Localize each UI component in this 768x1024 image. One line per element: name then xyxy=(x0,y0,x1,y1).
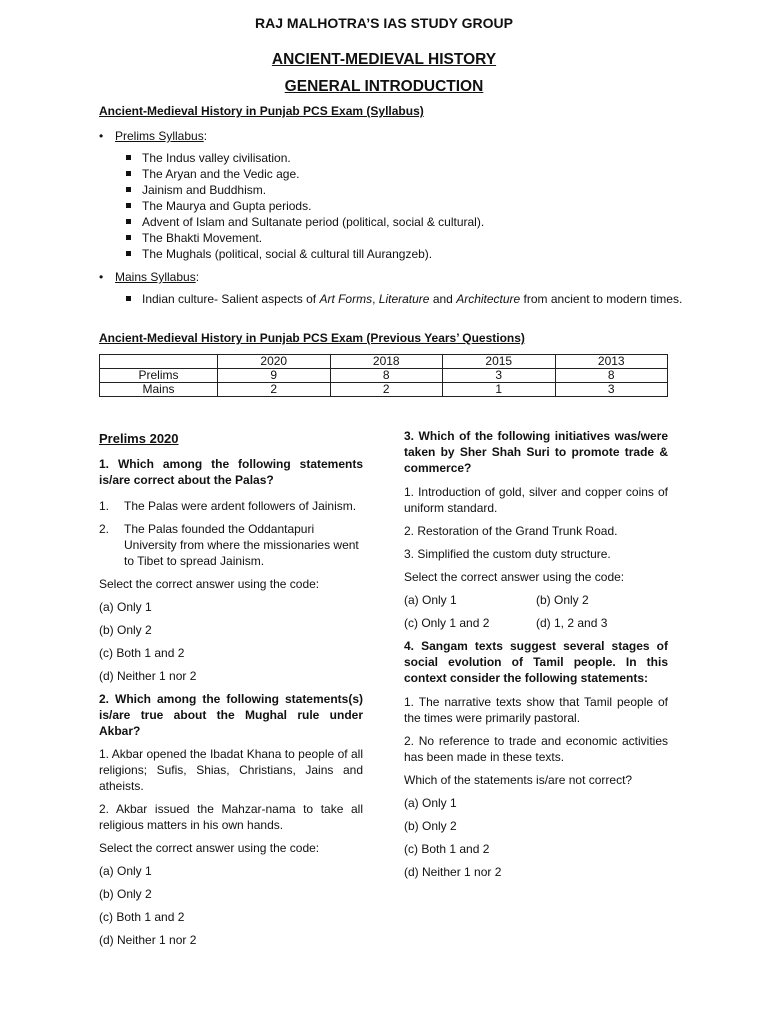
option: (c) Both 1 and 2 xyxy=(99,910,185,924)
question-1: 1. Which among the following statements is/are correct about the Palas? xyxy=(99,457,363,487)
answer-prompt: Select the correct answer using the code: xyxy=(404,570,625,584)
option: (c) Both 1 and 2 xyxy=(99,646,185,660)
answer-prompt: Select the correct answer using the code: xyxy=(99,577,320,591)
question-3: 3. Which of the following initiatives was/were taken by Sher Shah Suri to promote trade & commerce? xyxy=(404,429,668,475)
option: (c) Both 1 and 2 xyxy=(404,842,490,856)
questions-right-column xyxy=(404,428,668,880)
table-header-cell: 2020 xyxy=(218,355,331,369)
prelims-syllabus-label: • Prelims Syllabus: xyxy=(99,129,208,143)
answer-prompt: Select the correct answer using the code: xyxy=(99,841,320,855)
pyq-table xyxy=(99,354,668,397)
question-4: 4. Sangam texts suggest several stages of social evolution of Tamil people. In this context consider the following statements: xyxy=(404,639,668,685)
document-title: ANCIENT-MEDIEVAL HISTORY xyxy=(271,51,497,68)
statement: 2. Restoration of the Grand Trunk Road. xyxy=(404,524,618,538)
prelims-syllabus-list xyxy=(125,150,484,262)
list-item: Jainism and Buddhism. xyxy=(125,182,484,198)
statement: 3. Simplified the custom duty structure. xyxy=(404,547,611,561)
option: (d) Neither 1 nor 2 xyxy=(404,865,502,879)
table-row-label: Prelims xyxy=(100,369,218,383)
table-row xyxy=(100,369,668,383)
mains-syllabus-list xyxy=(125,291,682,307)
table-cell: 8 xyxy=(555,369,668,383)
option: (a) Only 1 xyxy=(404,593,457,607)
list-item: The Indus valley civilisation. xyxy=(125,150,484,166)
statement: 1. Akbar opened the Ibadat Khana to people of all religions; Sufis, Shias, Christians, Jains and atheists. xyxy=(99,747,363,793)
list-item: The Maurya and Gupta periods. xyxy=(125,198,484,214)
statement: 2. Akbar issued the Mahzar-nama to take all religious matters in his own hands. xyxy=(99,802,363,832)
table-cell: 8 xyxy=(330,369,443,383)
option: (b) Only 2 xyxy=(99,887,152,901)
bullet-icon: • xyxy=(99,129,104,143)
list-item: The Aryan and the Vedic age. xyxy=(125,166,484,182)
statement: 1. The narrative texts show that Tamil people of the times were primarily pastoral. xyxy=(404,695,668,725)
option: (a) Only 1 xyxy=(99,864,152,878)
table-header-row xyxy=(100,355,668,369)
option: (b) Only 2 xyxy=(536,593,589,607)
statement: 2. No reference to trade and economic activities has been made in these texts. xyxy=(404,734,668,764)
table-cell: 3 xyxy=(555,383,668,397)
question-2: 2. Which among the following statements(s) is/are true about the Mughal rule under Akbar? xyxy=(99,692,363,738)
table-cell: 3 xyxy=(443,369,556,383)
list-item: The Mughals (political, social & cultural till Aurangzeb). xyxy=(125,246,484,262)
statement: 2. The Palas founded the Oddantapuri University from where the missionaries went to Tibet to spread Jainism. xyxy=(99,522,359,568)
table-header-cell: 2015 xyxy=(443,355,556,369)
table-row-label: Mains xyxy=(100,383,218,397)
org-header: RAJ MALHOTRA’S IAS STUDY GROUP xyxy=(255,15,513,31)
questions-left-column xyxy=(99,428,363,948)
list-item: The Bhakti Movement. xyxy=(125,230,484,246)
options-row xyxy=(404,592,668,608)
pyq-heading: Ancient-Medieval History in Punjab PCS Exam (Previous Years’ Questions) xyxy=(99,331,525,345)
table-cell: 1 xyxy=(443,383,556,397)
statement: 1. Introduction of gold, silver and copper coins of uniform standard. xyxy=(404,485,668,515)
option: (d) Neither 1 nor 2 xyxy=(99,933,197,947)
table-header-cell: 2013 xyxy=(555,355,668,369)
document-subtitle: GENERAL INTRODUCTION xyxy=(284,78,484,95)
answer-prompt: Which of the statements is/are not correct? xyxy=(404,773,633,787)
bullet-icon: • xyxy=(99,270,104,284)
option: (a) Only 1 xyxy=(99,600,152,614)
list-item: Indian culture- Salient aspects of Art Forms, Literature and Architecture from ancient to modern times. xyxy=(125,291,682,307)
option: (b) Only 2 xyxy=(99,623,152,637)
option: (b) Only 2 xyxy=(404,819,457,833)
statement: 1. The Palas were ardent followers of Jainism. xyxy=(99,499,357,513)
syllabus-heading: Ancient-Medieval History in Punjab PCS Exam (Syllabus) xyxy=(99,104,424,118)
list-item: Advent of Islam and Sultanate period (political, social & cultural). xyxy=(125,214,484,230)
option: (a) Only 1 xyxy=(404,796,457,810)
mains-syllabus-label: • Mains Syllabus: xyxy=(99,270,200,284)
option: (c) Only 1 and 2 xyxy=(404,616,490,630)
section-title: Prelims 2020 xyxy=(99,431,179,446)
option: (d) 1, 2 and 3 xyxy=(536,616,608,630)
table-header-cell: 2018 xyxy=(330,355,443,369)
table-cell xyxy=(100,355,218,369)
table-cell: 2 xyxy=(218,383,331,397)
option: (d) Neither 1 nor 2 xyxy=(99,669,197,683)
table-row xyxy=(100,383,668,397)
table-cell: 2 xyxy=(330,383,443,397)
table-cell: 9 xyxy=(218,369,331,383)
options-row xyxy=(404,615,668,631)
